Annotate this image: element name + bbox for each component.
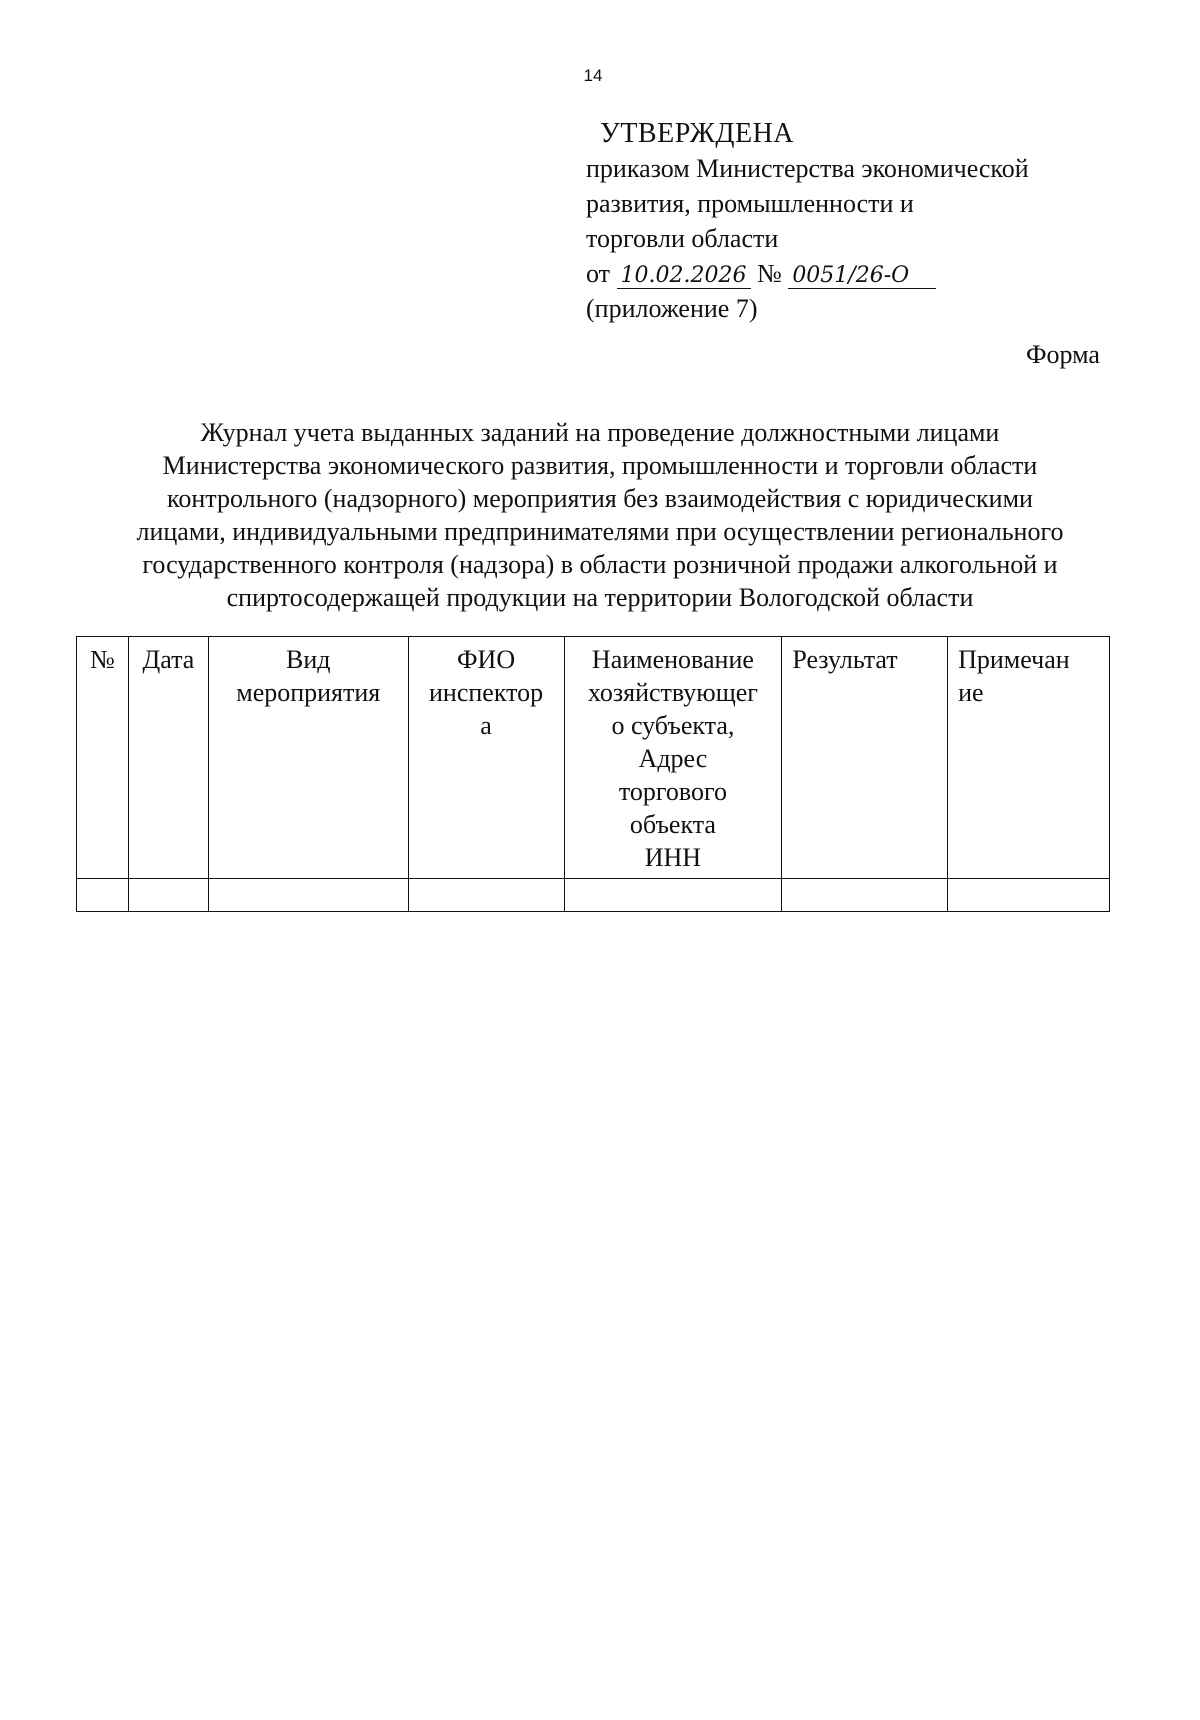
document-title (80, 416, 1120, 614)
from-label: от (586, 259, 611, 288)
approval-line-2: развития, промышленности и (586, 189, 914, 218)
appendix-label: (приложение 7) (586, 294, 758, 323)
approval-block (586, 116, 1029, 326)
header-cell-event-type: Вид мероприятия (208, 637, 408, 879)
table-cell (564, 879, 782, 912)
table-row (77, 879, 1110, 912)
table-cell (948, 879, 1110, 912)
journal-table (76, 636, 1110, 912)
header-cell-inspector: ФИО инспектор а (408, 637, 564, 879)
approval-line-1: приказом Министерства экономической (586, 154, 1029, 183)
table-cell (77, 879, 129, 912)
table-header-row (77, 637, 1110, 879)
header-cell-number: № (77, 637, 129, 879)
header-cell-result: Результат (782, 637, 948, 879)
approval-line-3: торговли области (586, 224, 779, 253)
header-cell-note: Примечан ие (948, 637, 1110, 879)
approval-date-number-line (586, 256, 1029, 291)
title-line: Министерства экономического развития, промышленности и торговли области (162, 451, 1038, 480)
header-cell-date: Дата (128, 637, 208, 879)
handwritten-date: 10.02.2026 (617, 264, 751, 289)
title-line: спиртосодержащей продукции на территории Вологодской области (226, 583, 974, 612)
approval-heading: УТВЕРЖДЕНА (600, 118, 795, 149)
form-label: Форма (1026, 340, 1100, 369)
page-number: 14 (583, 66, 603, 85)
table-cell (782, 879, 948, 912)
table-cell (208, 879, 408, 912)
table-cell (408, 879, 564, 912)
title-line: Журнал учета выданных заданий на проведение должностными лицами (200, 418, 1000, 447)
title-line: государственного контроля (надзора) в области розничной продажи алкогольной и (142, 550, 1058, 579)
title-line: лицами, индивидуальными предпринимателями при осуществлении регионального (136, 517, 1064, 546)
title-line: контрольного (надзорного) мероприятия без взаимодействия с юридическими (167, 484, 1033, 513)
number-label: № (757, 259, 782, 288)
header-cell-entity: Наименование хозяйствующег о субъекта, Адрес торгового объекта ИНН (564, 637, 782, 879)
table-cell (128, 879, 208, 912)
handwritten-number: 0051/26-О (788, 264, 936, 289)
